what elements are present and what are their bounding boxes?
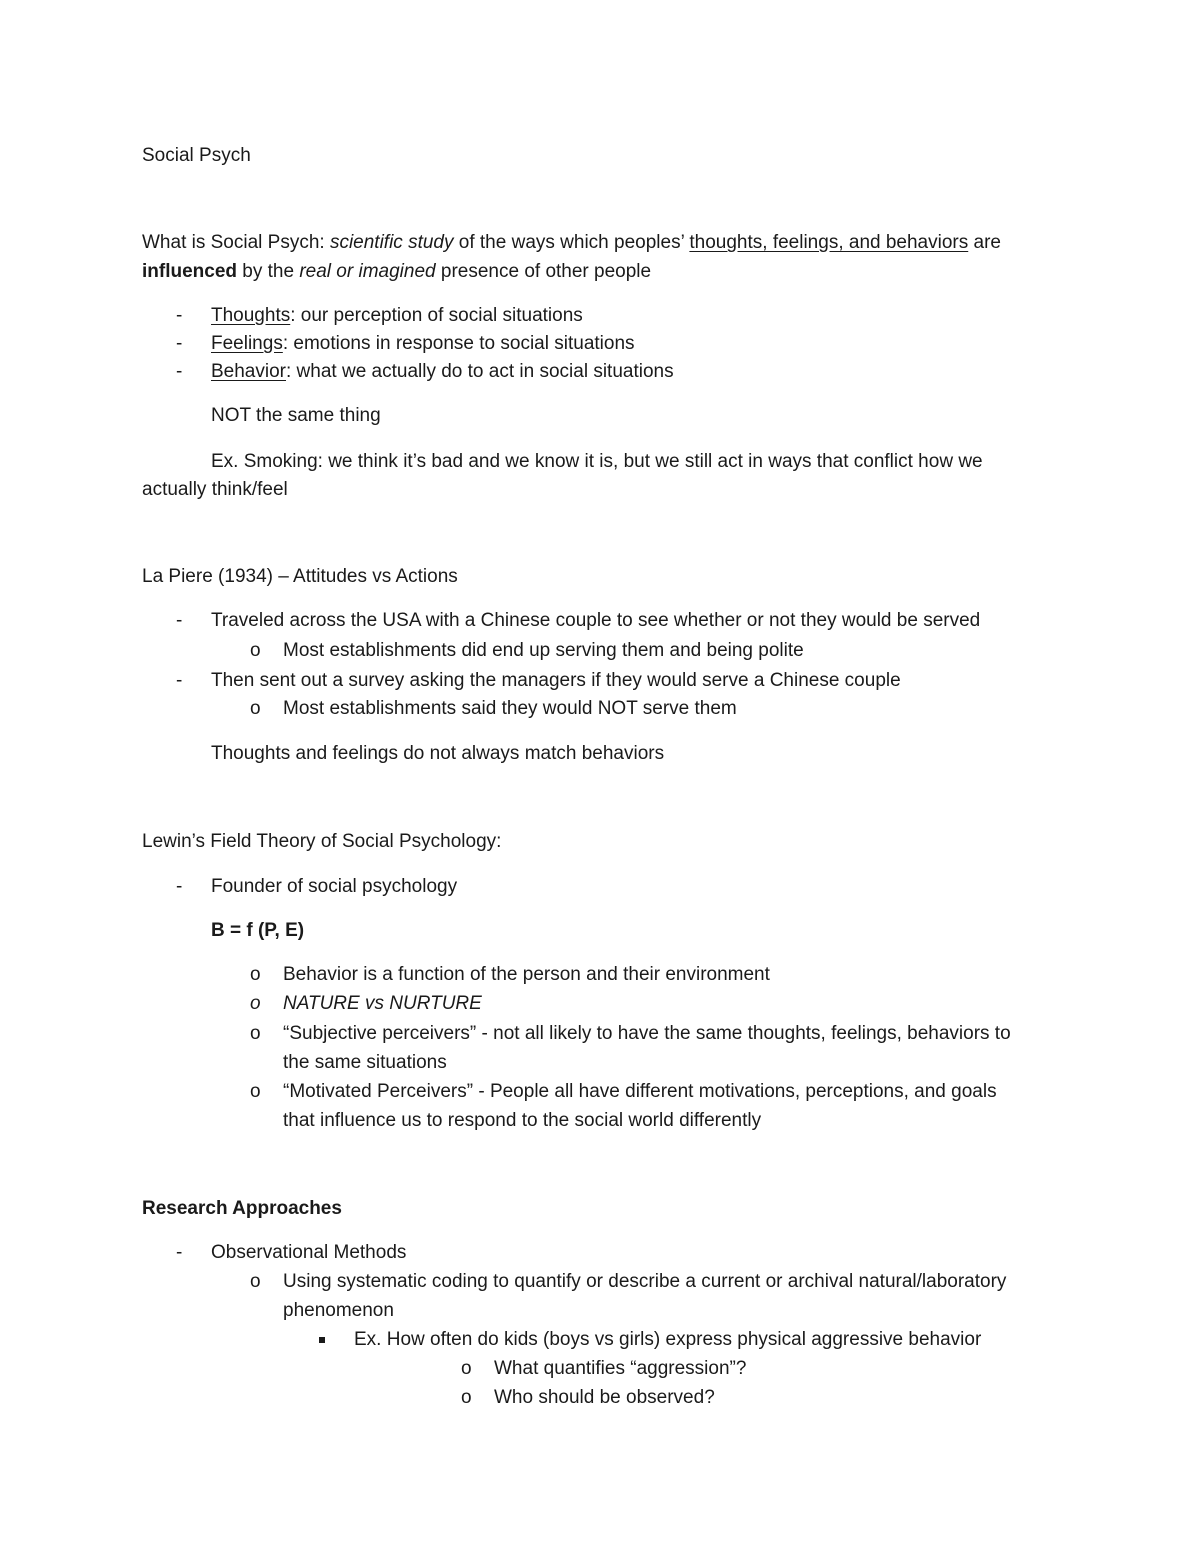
circle-marker: o [250,1271,261,1292]
circle-marker: o [461,1387,472,1408]
lewin-sub-3-line-2: the same situations [283,1052,447,1073]
lewin-sub-1: Behavior is a function of the person and their environment [283,964,770,985]
intro-end: are [968,232,1001,253]
research-question-2: Who should be observed? [494,1387,715,1408]
research-systematic-line-2: phenomenon [283,1300,394,1321]
lapiere-heading: La Piere (1934) – Attitudes vs Actions [142,566,458,587]
doc-title: Social Psych [142,145,251,166]
intro-by-the: by the [237,261,300,282]
lewin-sub-2: NATURE vs NURTURE [283,993,482,1014]
research-example: Ex. How often do kids (boys vs girls) express physical aggressive behavior [354,1329,982,1350]
circle-marker: o [250,640,261,661]
square-bullet-icon [319,1337,325,1343]
lapiere-conclusion: Thoughts and feelings do not always match behaviors [211,743,665,764]
intro-real-or-imagined: real or imagined [299,261,436,282]
component-def: : our perception of social situations [290,305,583,326]
example-line-1: Ex. Smoking: we think it’s bad and we know it is, but we still act in ways that conflict how we [211,451,983,472]
dash-marker: - [176,333,183,354]
lewin-sub-4-line-2: that influence us to respond to the social world differently [283,1110,762,1131]
lapiere-sub-1: Most establishments did end up serving them and being polite [283,640,804,661]
intro-tfb: thoughts, feelings, and behaviors [689,232,969,253]
intro-scientific-study: scientific study [329,232,454,253]
lewin-sub-3-line-1: “Subjective perceivers” - not all likely to have the same thoughts, feelings, behaviors to [283,1023,1011,1044]
component-feelings [211,332,635,356]
lewin-formula: B = f (P, E) [211,920,305,941]
component-def: : emotions in response to social situations [282,333,635,354]
lewin-heading: Lewin’s Field Theory of Social Psychology: [142,831,502,852]
intro-presence: presence of other people [435,261,652,282]
intro-label: What is Social Psych: [142,232,330,253]
component-term: Behavior [211,361,286,382]
intro-line-2 [142,260,651,284]
dash-marker: - [176,1242,183,1263]
lewin-sub-4-line-1: “Motivated Perceivers” - People all have different motivations, perceptions, and goals [283,1081,997,1102]
research-systematic-line-1: Using systematic coding to quantify or describe a current or archival natural/laboratory [283,1271,1007,1292]
circle-marker: o [250,1081,261,1102]
circle-marker: o [250,964,261,985]
dash-marker: - [176,361,183,382]
circle-marker: o [250,698,261,719]
component-def: : what we actually do to act in social situations [286,361,674,382]
intro-influenced: influenced [142,261,238,282]
not-same-text: NOT the same thing [211,405,381,426]
circle-marker: o [250,993,261,1014]
dash-marker: - [176,670,183,691]
component-thoughts [211,304,583,328]
research-question-1: What quantifies “aggression”? [494,1358,747,1379]
lapiere-bullet-2: Then sent out a survey asking the managers if they would serve a Chinese couple [211,670,901,691]
component-term: Feelings [211,333,283,354]
research-observational: Observational Methods [211,1242,407,1263]
dash-marker: - [176,610,183,631]
component-term: Thoughts [211,305,291,326]
dash-marker: - [176,305,183,326]
lapiere-bullet-1: Traveled across the USA with a Chinese couple to see whether or not they would be served [211,610,981,631]
example-line-2: actually think/feel [142,479,288,500]
intro-mid: of the ways which peoples’ [453,232,690,253]
intro-line-1 [142,231,1001,255]
research-heading: Research Approaches [142,1198,342,1219]
dash-marker: - [176,876,183,897]
lapiere-sub-2: Most establishments said they would NOT serve them [283,698,737,719]
circle-marker: o [461,1358,472,1379]
lewin-founder: Founder of social psychology [211,876,458,897]
circle-marker: o [250,1023,261,1044]
component-behavior [211,360,674,384]
